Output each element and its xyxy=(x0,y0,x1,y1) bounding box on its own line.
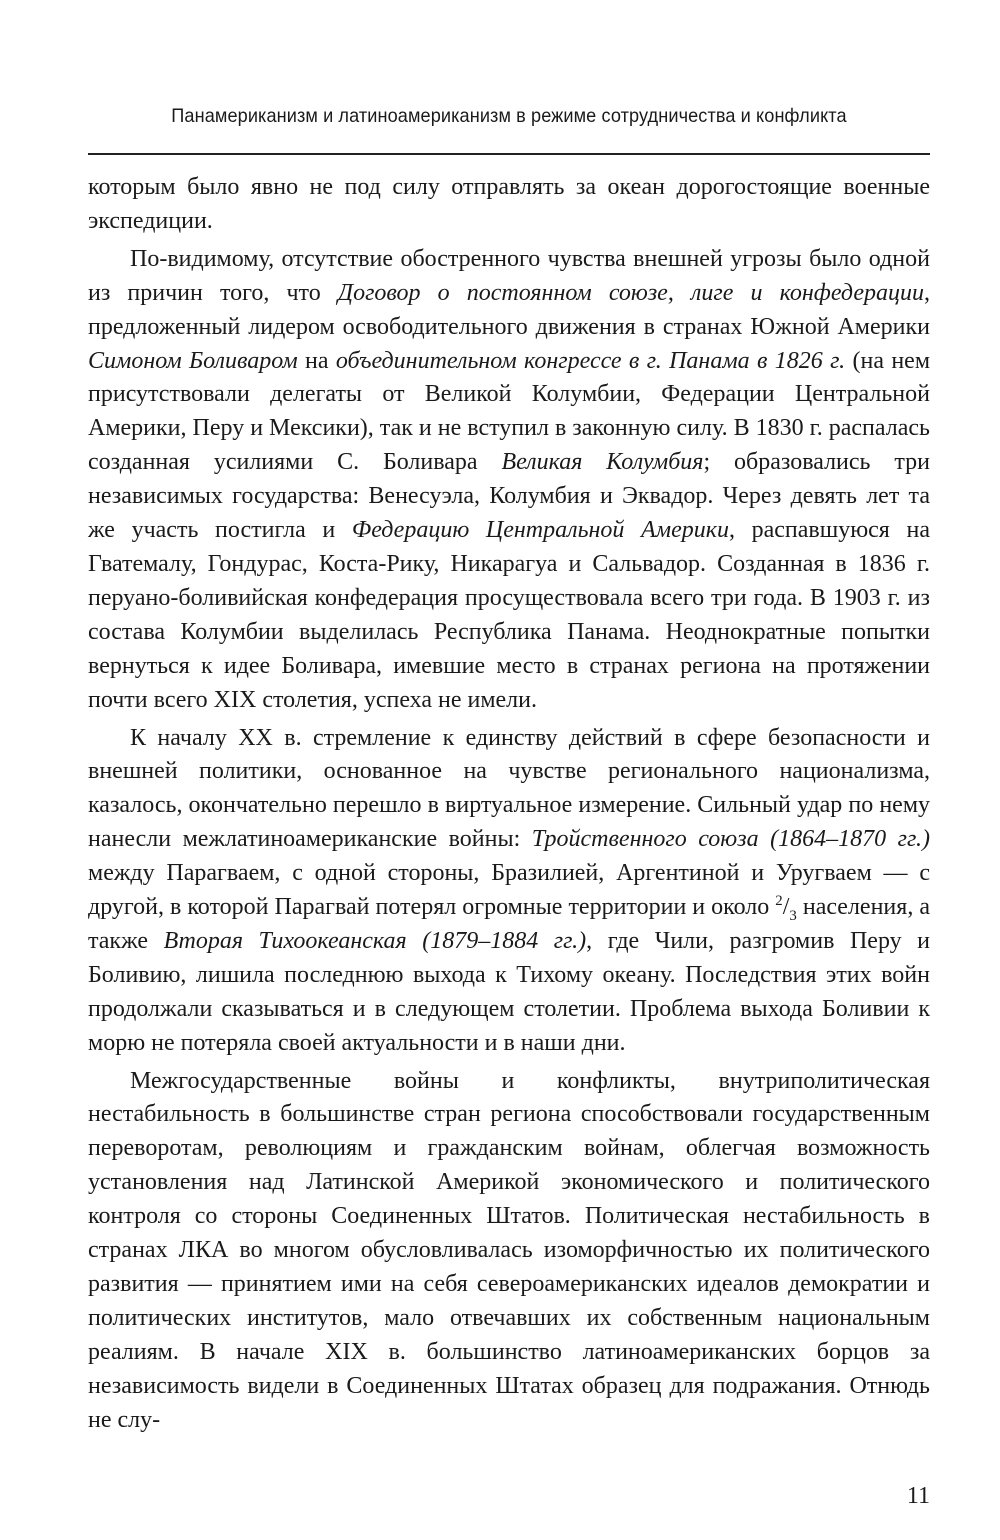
emphasis-text: Федерацию Центральной Америки xyxy=(351,517,729,544)
header-divider xyxy=(88,153,930,155)
paragraph xyxy=(88,171,930,239)
text-run: По-видимому, отсутствие обостренного чувства внешней угрозы было одной из причин того, что xyxy=(88,245,930,306)
text-run: ; образовались три независимых государства: Венесуэла, Колумбия и Эквадор. Через девять лет та же участь постигла и xyxy=(88,449,930,544)
text-run: на xyxy=(297,347,336,374)
fraction-part: 2 xyxy=(775,893,783,910)
running-header: Панамериканизм и латиноамериканизм в режиме сотрудничества и конфликта xyxy=(171,105,847,127)
text-run: которым было явно не под силу отправлять за океан дорогостоящие военные экспедиции. xyxy=(88,174,930,234)
emphasis-text: Договор о постоянном союзе, лиге и конфедерации xyxy=(337,279,924,306)
paragraph xyxy=(88,1065,930,1438)
text-run: / xyxy=(782,894,790,921)
text-run: (на нем присутствовали делегаты от Великой Колумбии, Федерации Центральной Америки, Перу и Мексики), так и не вступил в законную силу. В 1830 г. распалась созданная усилиями С. Боливара xyxy=(88,347,931,476)
text-run: Межгосударственные войны и конфликты, внутриполитическая нестабильность в большинстве стран региона способствовали государственным переворотам, революциям и гражданским войнам, облегчая возможность установления над Латинской Америкой экономического и политического контроля со стороны Соединенных Штатов. Политическая нестабильность в странах ЛКА во многом обусловливалась изоморфичностью их политического развития — принятием ими на себя североамериканских идеалов демократии и политических институтов, мало отвечавших их собственным национальным реалиям. В начале XIX в. большинство латиноамериканских борцов за независимость видели в Соединенных Штатах образец для подражания. Отнюдь не слу- xyxy=(88,1067,930,1433)
text-run: , распавшуюся на Гватемалу, Гондурас, Коста-Рику, Никарагуа и Сальвадор. Созданная в 1836 г. перуано-боливийская конфедерация просуществовала всего три года. В 1903 г. из состава Колумбии выделилась Республика Панама. Неоднократные попытки вернуться к идее Боливара, имевшие место в странах региона на протяжении почти всего XIX столетия, успеха не имели. xyxy=(88,517,931,713)
fraction-part: 3 xyxy=(789,907,797,924)
emphasis-text: Симоном Боливаром xyxy=(88,347,298,374)
paragraph xyxy=(88,722,930,1061)
text-run: , где Чили, разгромив Перу и Боливию, лишила последнюю выхода к Тихому океану. Последствия этих войн продолжали сказываться и в следующем столетии. Проблема выхода Боливии к морю не потеряла своей актуальности и в наши дни. xyxy=(88,927,931,1056)
emphasis-text: Тройственного союза (1864–1870 гг.) xyxy=(531,826,930,853)
text-run: К началу XX в. стремление к единству действий в сфере безопасности и внешней политики, основанное на чувстве регионального национализма, казалось, окончательно перешло в виртуальное измерение. Сильный удар по нему нанесли межлатиноамериканские войны: xyxy=(88,724,930,853)
body-text xyxy=(88,171,930,1438)
text-run: между Парагваем, с одной стороны, Бразилией, Аргентиной и Уругваем — с другой, в которой Парагвай потерял огромные территории и около xyxy=(88,860,930,921)
text-run: , предложенный лидером освободительного движения в странах Южной Америки xyxy=(88,279,930,340)
paragraph xyxy=(88,243,930,718)
text-run: населения, а также xyxy=(88,894,930,954)
emphasis-text: Великая Колумбия xyxy=(501,449,704,476)
emphasis-text: объединительном конгрессе в г. Панама в 1826 г. xyxy=(335,347,846,374)
emphasis-text: Вторая Тихоокеанская (1879–1884 гг.) xyxy=(163,927,587,954)
page-number: 11 xyxy=(906,1483,930,1509)
